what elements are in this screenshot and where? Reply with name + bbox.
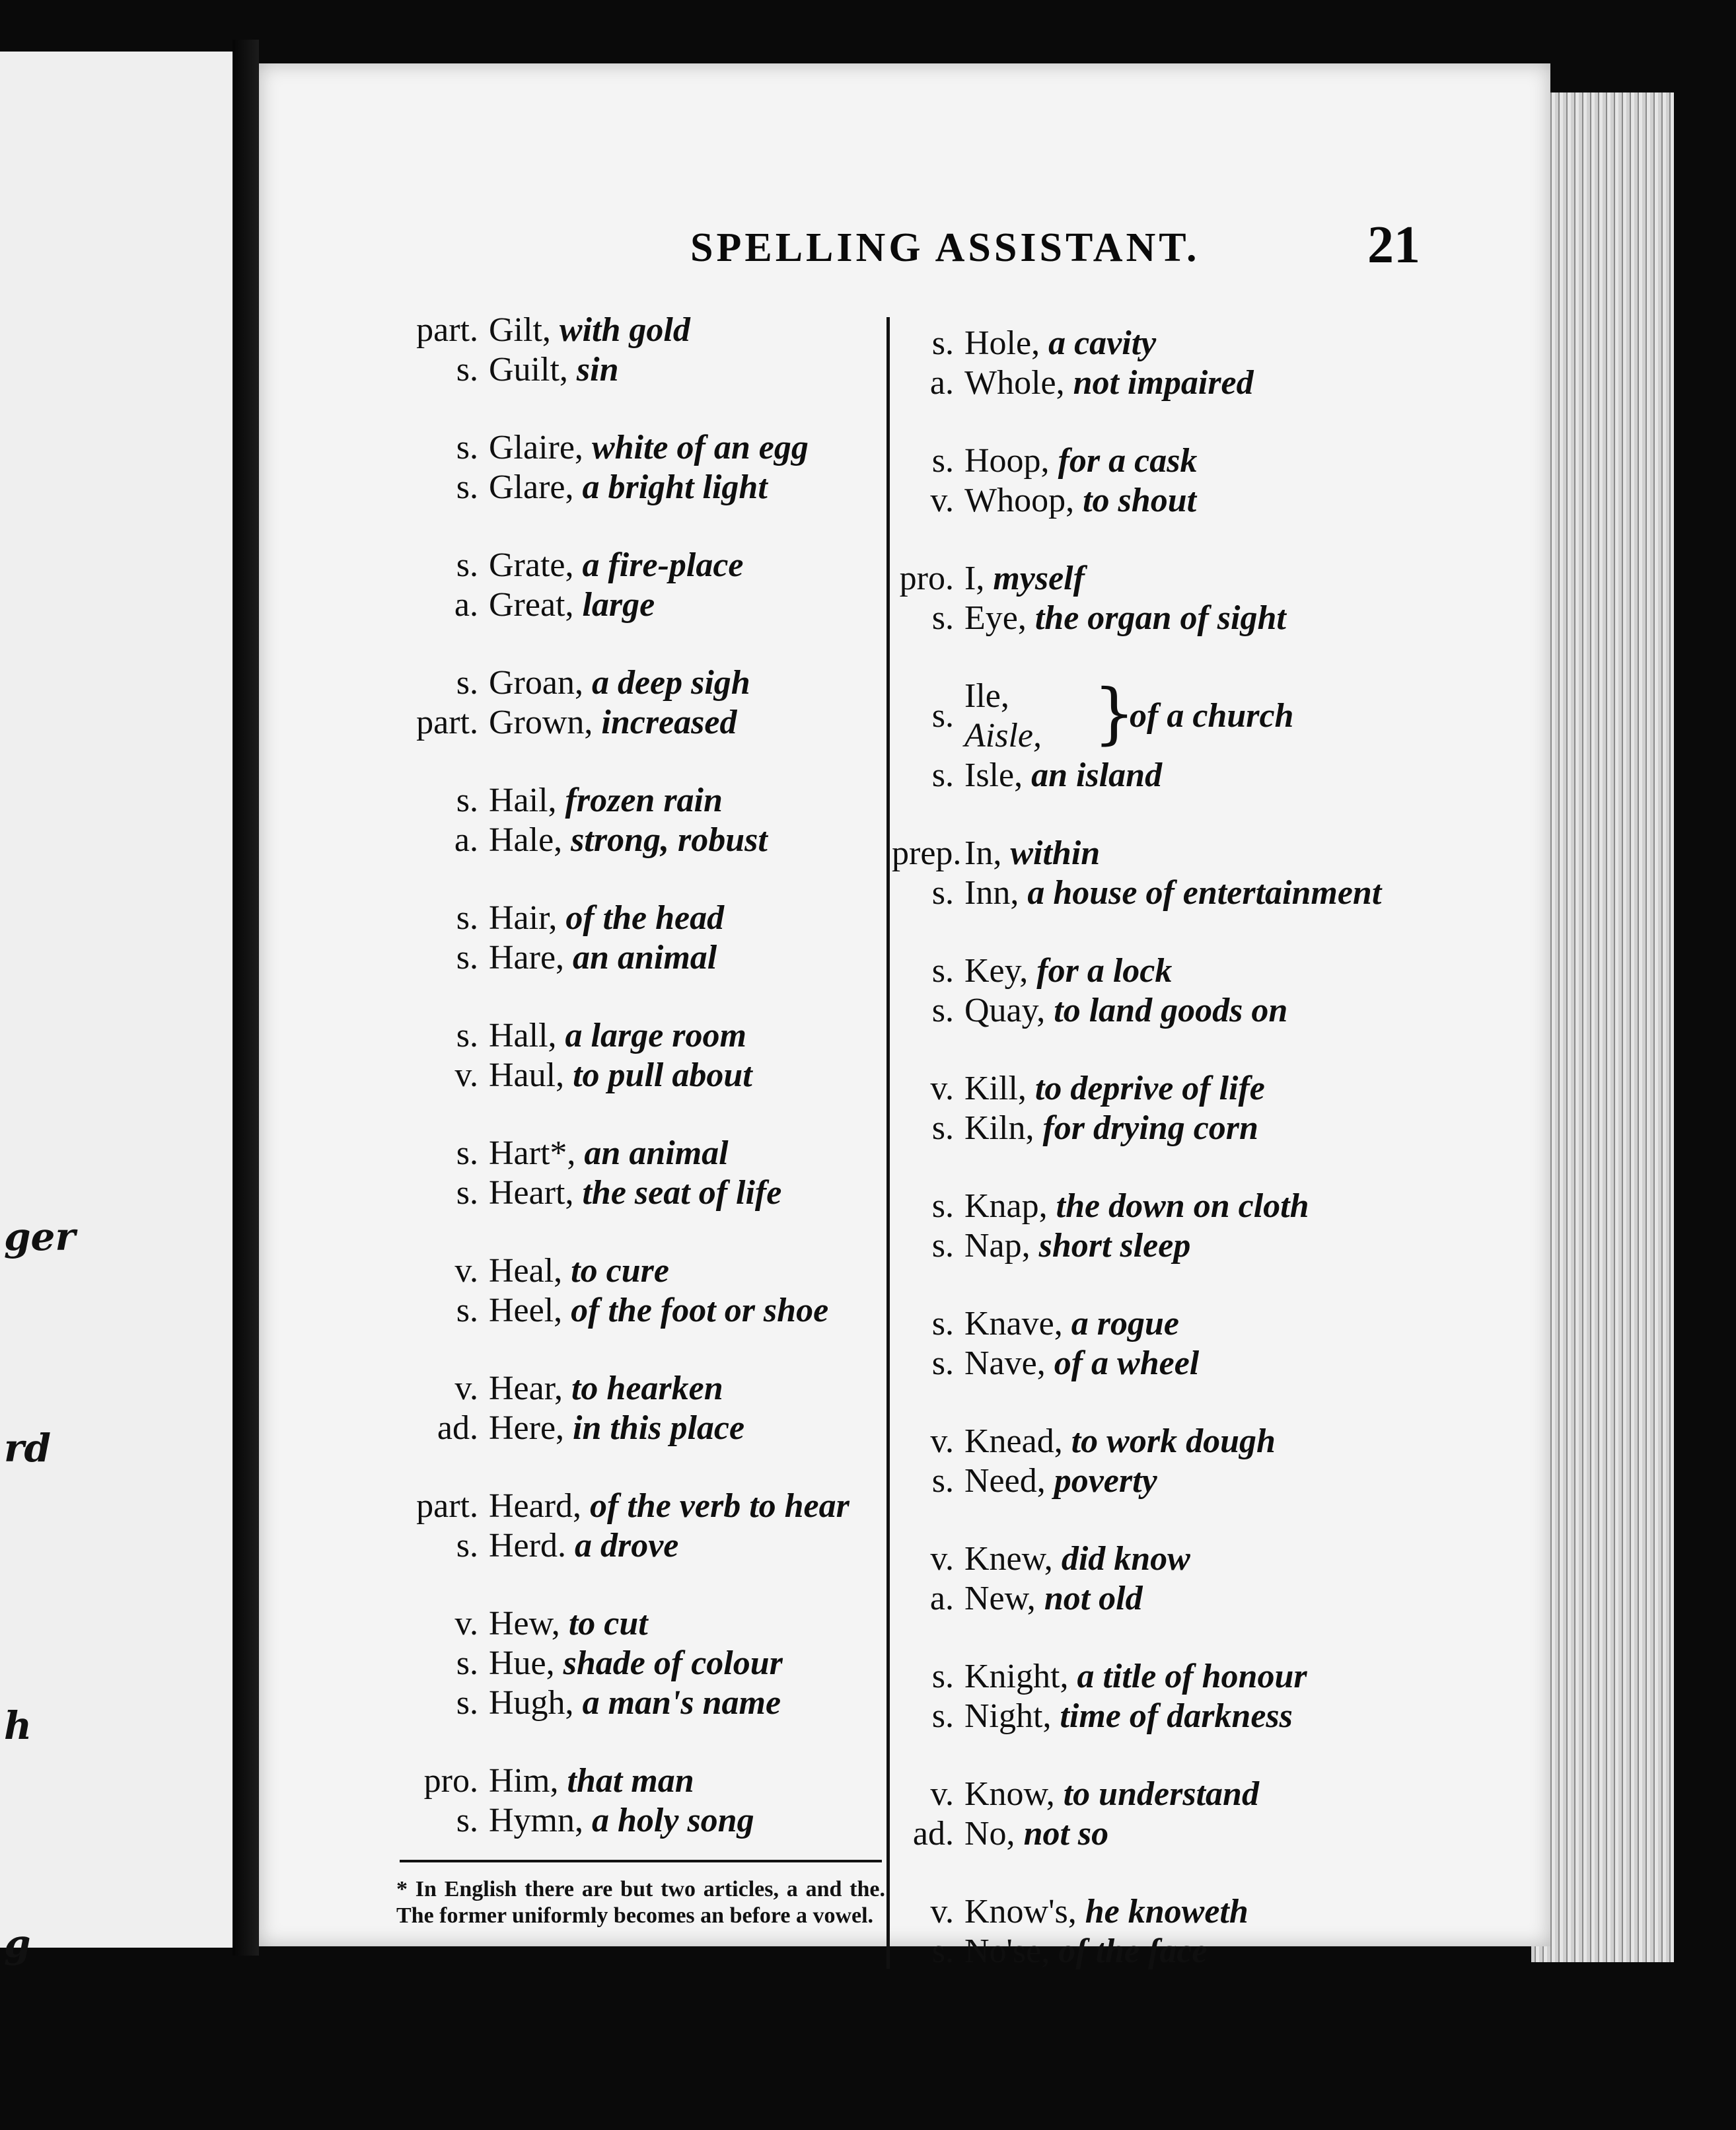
entry-group: [892, 559, 1420, 638]
part-of-speech: s.: [931, 756, 954, 794]
definition: increased: [601, 704, 737, 741]
entry-row: [892, 1892, 1420, 1932]
entry-row: [892, 1109, 1420, 1148]
definition: within: [1010, 834, 1101, 872]
part-of-speech: a.: [454, 821, 478, 859]
part-of-speech: v.: [454, 1370, 478, 1407]
definition: a man's name: [582, 1684, 781, 1722]
entry-row: [383, 1761, 885, 1801]
entry-row: [383, 1409, 885, 1448]
part-of-speech: s.: [931, 874, 954, 912]
part-of-speech: part.: [416, 704, 478, 741]
part-of-speech: s.: [456, 782, 478, 819]
headword: Hoop,: [964, 442, 1050, 480]
entry-group: [892, 1657, 1420, 1736]
entry-row: [383, 546, 885, 585]
aisle-group: [892, 677, 1420, 795]
entry-row: [892, 834, 1420, 873]
entry-row: [892, 1187, 1420, 1226]
definition: to work dough: [1071, 1422, 1276, 1460]
left-fragment: h: [4, 1703, 32, 1748]
headword: Glare,: [489, 468, 574, 506]
definition: the down on cloth: [1056, 1187, 1309, 1225]
entry-row: [892, 1657, 1420, 1697]
definition: to cure: [571, 1252, 669, 1290]
headword: Eye,: [964, 599, 1027, 637]
part-of-speech: s.: [931, 952, 954, 990]
entry-row: [892, 363, 1420, 403]
definition: a title of honour: [1077, 1658, 1307, 1695]
part-of-speech: s.: [456, 1802, 478, 1839]
headword: Hole,: [964, 324, 1040, 362]
definition: large: [582, 586, 655, 624]
part-of-speech: a.: [929, 1580, 954, 1617]
left-page: [0, 52, 236, 1966]
headword: New,: [964, 1580, 1036, 1617]
entry-group: [383, 899, 885, 978]
entry-group: [383, 1251, 885, 1331]
headword: Knew,: [964, 1540, 1053, 1578]
definition: a large room: [565, 1017, 746, 1054]
headword: Hymn,: [489, 1802, 583, 1839]
headword: Inn,: [964, 874, 1019, 912]
definition: not impaired: [1073, 364, 1254, 402]
definition: white of an egg: [591, 429, 809, 466]
headword: Him,: [489, 1762, 559, 1800]
headword: Night,: [964, 1697, 1052, 1735]
entry-row: [383, 428, 885, 468]
headword: Herd.: [489, 1527, 566, 1564]
part-of-speech: s.: [931, 599, 954, 637]
definition: poverty: [1054, 1462, 1157, 1500]
entry-group: [383, 311, 885, 390]
part-of-speech: a.: [454, 586, 478, 624]
entry-row: [383, 1801, 885, 1841]
part-of-speech: s.: [456, 468, 478, 506]
headword: Hale,: [489, 821, 563, 859]
part-of-speech: s.: [931, 324, 954, 362]
entry-group: [892, 834, 1420, 913]
right-column-top: [892, 324, 1420, 638]
entry-group: [892, 951, 1420, 1031]
entry-row: [383, 663, 885, 703]
headword: Kiln,: [964, 1109, 1034, 1147]
page-edges: [1531, 92, 1674, 1962]
definition: to understand: [1063, 1775, 1259, 1813]
part-of-speech: s.: [931, 992, 954, 1029]
definition: a deep sigh: [591, 664, 750, 702]
part-of-speech: v.: [930, 1775, 954, 1813]
headword: Hear,: [489, 1370, 563, 1407]
headword: Haul,: [489, 1056, 565, 1094]
definition: sin: [576, 351, 619, 388]
definition: for a lock: [1036, 952, 1173, 990]
headword: Knap,: [964, 1187, 1048, 1225]
headword: Hall,: [489, 1017, 557, 1054]
definition: to deprive of life: [1034, 1070, 1265, 1107]
headword: Isle,: [964, 756, 1023, 794]
entry-row: [383, 585, 885, 625]
entry-row: [892, 441, 1420, 481]
headword: Heard,: [489, 1487, 582, 1525]
definition: did know: [1061, 1540, 1190, 1578]
definition: for a cask: [1058, 442, 1198, 480]
entry-row: [892, 1775, 1420, 1814]
headword: Great,: [489, 586, 574, 624]
headword: No'se,: [964, 1932, 1050, 1970]
definition: an animal: [573, 939, 717, 976]
definition: of the verb to hear: [590, 1487, 850, 1525]
headword: Heal,: [489, 1252, 563, 1290]
definition: the seat of life: [582, 1174, 782, 1212]
part-of-speech: s.: [456, 664, 478, 702]
part-of-speech: s.: [456, 1527, 478, 1564]
entry-row: [892, 1422, 1420, 1461]
headword: Gilt,: [489, 311, 551, 349]
left-word-column: [383, 311, 885, 1879]
definition: a bright light: [582, 468, 768, 506]
shared-definition: of a church: [1130, 697, 1294, 735]
definition: the organ of sight: [1034, 599, 1286, 637]
part-of-speech: s.: [931, 1109, 954, 1147]
definition: to pull about: [573, 1056, 752, 1094]
headword: Nap,: [964, 1227, 1031, 1265]
entry-row: [383, 1251, 885, 1291]
headword: Quay,: [964, 992, 1046, 1029]
part-of-speech: s.: [931, 1658, 954, 1695]
right-word-column: [892, 324, 1420, 2010]
definition: that man: [567, 1762, 694, 1800]
entry-group: [383, 1761, 885, 1841]
part-of-speech: v.: [930, 1540, 954, 1578]
headword: Know,: [964, 1775, 1055, 1813]
entry-row: [892, 1697, 1420, 1736]
headword: Kill,: [964, 1070, 1027, 1107]
headword: Know's,: [964, 1893, 1077, 1930]
part-of-speech: s.: [931, 1697, 954, 1735]
part-of-speech: s.: [931, 1227, 954, 1265]
part-of-speech: v.: [930, 1422, 954, 1460]
headword: Hail,: [489, 782, 557, 819]
entry-group: [383, 428, 885, 507]
definition: a holy song: [592, 1802, 754, 1839]
part-of-speech: a.: [929, 364, 954, 402]
headword: Whole,: [964, 364, 1065, 402]
entry-row: [892, 873, 1420, 913]
entry-group: [383, 1369, 885, 1448]
headword: Need,: [964, 1462, 1046, 1500]
entry-row: [892, 559, 1420, 599]
book-gutter: [233, 40, 259, 1956]
column-divider: [886, 317, 890, 1969]
definition: not old: [1044, 1580, 1143, 1617]
entry-row: [383, 468, 885, 507]
part-of-speech: s.: [456, 1174, 478, 1212]
definition: to shout: [1083, 482, 1197, 519]
entry-group: [383, 1487, 885, 1566]
headword: Heel,: [489, 1292, 563, 1329]
entry-row: [892, 1932, 1420, 1971]
headword: Knave,: [964, 1305, 1063, 1342]
part-of-speech: v.: [930, 482, 954, 519]
headword: Knead,: [964, 1422, 1063, 1460]
definition: not so: [1023, 1815, 1109, 1853]
part-of-speech: ad.: [437, 1409, 478, 1447]
entry-row: [892, 991, 1420, 1031]
left-fragment: ger: [4, 1214, 76, 1259]
definition: of a wheel: [1054, 1344, 1200, 1382]
entry-row: [383, 821, 885, 860]
part-of-speech: ad.: [912, 1815, 954, 1853]
part-of-speech: v.: [454, 1252, 478, 1290]
headword: Nave,: [964, 1344, 1046, 1382]
definition: to land goods on: [1054, 992, 1288, 1029]
part-of-speech: v.: [930, 1893, 954, 1930]
headword: Knight,: [964, 1658, 1069, 1695]
part-of-speech: s.: [456, 1017, 478, 1054]
entry-row: [383, 899, 885, 938]
part-of-speech: s.: [456, 546, 478, 584]
definition: a house of entertainment: [1027, 874, 1382, 912]
entry-group: [892, 1775, 1420, 1854]
headword: Aisle,: [964, 717, 1042, 754]
headword: Grate,: [489, 546, 574, 584]
entry-row: [892, 324, 1420, 363]
headword: Whoop,: [964, 482, 1075, 519]
definition: he knoweth: [1085, 1893, 1248, 1930]
headword: Hugh,: [489, 1684, 574, 1722]
entry-row: [383, 1134, 885, 1173]
definition: frozen rain: [565, 782, 723, 819]
entry-row: [892, 1226, 1420, 1266]
part-of-speech: s.: [931, 1932, 954, 1970]
part-of-speech: s.: [931, 1187, 954, 1225]
part-of-speech: pro.: [423, 1762, 478, 1800]
entry-group: [892, 1892, 1420, 1971]
entry-group: [892, 1187, 1420, 1266]
left-fragment: rd: [4, 1426, 52, 1471]
definition: a rogue: [1071, 1305, 1179, 1342]
headword: Grown,: [489, 704, 593, 741]
definition: to cut: [568, 1605, 648, 1642]
part-of-speech: s.: [931, 1462, 954, 1500]
entry-row: [383, 1369, 885, 1409]
definition: to hearken: [571, 1370, 723, 1407]
headword: Groan,: [489, 664, 583, 702]
entry-row: [383, 1526, 885, 1566]
entry-row: [892, 1304, 1420, 1344]
entry-row: [383, 1683, 885, 1723]
headword: I,: [964, 560, 985, 597]
headword: Glaire,: [489, 429, 583, 466]
headword: Heart,: [489, 1174, 574, 1212]
part-of-speech: prep.: [892, 834, 962, 872]
part-of-speech: part.: [416, 311, 478, 349]
brace-entry: [892, 677, 1420, 756]
entry-row: [892, 1461, 1420, 1501]
footnote: * In English there are but two articles, a and the. The former uniformly becomes an before a vowel.: [396, 1877, 885, 1928]
part-of-speech: s.: [456, 1292, 478, 1329]
page-number: 21: [1367, 216, 1420, 274]
entry-row: [892, 1539, 1420, 1579]
entry-row: [383, 311, 885, 350]
definition: in this place: [573, 1409, 745, 1447]
definition: a cavity: [1048, 324, 1157, 362]
part-of-speech: s.: [456, 939, 478, 976]
entry-row: [383, 703, 885, 743]
part-of-speech: s.: [456, 1684, 478, 1722]
part-of-speech: s.: [456, 899, 478, 937]
left-page-fragments: [0, 52, 233, 1966]
definition: an island: [1031, 756, 1163, 794]
entry-row: [892, 1344, 1420, 1383]
headword: Hue,: [489, 1644, 555, 1682]
entry-group: [383, 1016, 885, 1095]
entry-row: [383, 1644, 885, 1683]
entry-row: [892, 1814, 1420, 1854]
entry-group: [383, 546, 885, 625]
part-of-speech: s.: [931, 1344, 954, 1382]
part-of-speech: s.: [931, 697, 954, 735]
right-column-bottom: [892, 834, 1420, 1971]
headword: Key,: [964, 952, 1029, 990]
headword: Guilt,: [489, 351, 568, 388]
definition: myself: [993, 560, 1085, 597]
brace-words: [964, 677, 1042, 756]
entry-row: [383, 1487, 885, 1526]
definition: with gold: [559, 311, 690, 349]
definition: a fire-place: [582, 546, 744, 584]
part-of-speech: v.: [454, 1056, 478, 1094]
entry-group: [892, 1539, 1420, 1619]
definition: for drying corn: [1042, 1109, 1258, 1147]
definition: of the foot or shoe: [571, 1292, 829, 1329]
entry-row: [383, 1056, 885, 1095]
entry-row: [383, 1291, 885, 1331]
headword: Hair,: [489, 899, 558, 937]
running-head: SPELLING ASSISTANT.: [690, 225, 1200, 270]
entry-group: [383, 663, 885, 743]
entry-row: [892, 1579, 1420, 1619]
definition: short sleep: [1038, 1227, 1191, 1265]
headword: In,: [964, 834, 1002, 872]
entry-row: [892, 951, 1420, 991]
entry-row: [892, 1069, 1420, 1109]
footnote-rule: [400, 1860, 882, 1862]
entry-group: [892, 324, 1420, 403]
part-of-speech: s.: [456, 351, 478, 388]
brace-icon: }: [1093, 675, 1136, 752]
part-of-speech: s.: [456, 429, 478, 466]
part-of-speech: part.: [416, 1487, 478, 1525]
definition: of the head: [565, 899, 725, 937]
entry-row: [383, 938, 885, 978]
entry-group: [892, 1422, 1420, 1501]
headword: Hart*,: [489, 1134, 576, 1172]
entry-group: [383, 781, 885, 860]
entry-row: [383, 1173, 885, 1213]
definition: strong, robust: [571, 821, 768, 859]
headword: Hare,: [489, 939, 565, 976]
headword: Hew,: [489, 1605, 560, 1642]
entry-group: [383, 1604, 885, 1723]
headword: Ile,: [964, 677, 1009, 715]
entry-row: [892, 599, 1420, 638]
definition: an animal: [584, 1134, 729, 1172]
part-of-speech: s.: [931, 1305, 954, 1342]
headword: No,: [964, 1815, 1015, 1853]
part-of-speech: v.: [930, 1070, 954, 1107]
part-of-speech: pro.: [899, 560, 954, 597]
definition: shade of colour: [563, 1644, 783, 1682]
entry-group: [892, 1069, 1420, 1148]
part-of-speech: s.: [931, 442, 954, 480]
definition: time of darkness: [1060, 1697, 1293, 1735]
entry-row: [383, 350, 885, 390]
entry-group: [892, 441, 1420, 521]
part-of-speech: v.: [454, 1605, 478, 1642]
entry-row: [892, 756, 1420, 795]
part-of-speech: s.: [456, 1134, 478, 1172]
entry-group: [892, 1304, 1420, 1383]
headword: Here,: [489, 1409, 565, 1447]
entry-row: [383, 1016, 885, 1056]
definition: a drove: [574, 1527, 679, 1564]
entry-row: [383, 781, 885, 821]
entry-row: [892, 481, 1420, 521]
entry-group: [383, 1134, 885, 1213]
entry-row: [383, 1604, 885, 1644]
part-of-speech: s.: [456, 1644, 478, 1682]
left-fragment: g: [4, 1921, 31, 1966]
definition: of the face: [1058, 1932, 1208, 1970]
